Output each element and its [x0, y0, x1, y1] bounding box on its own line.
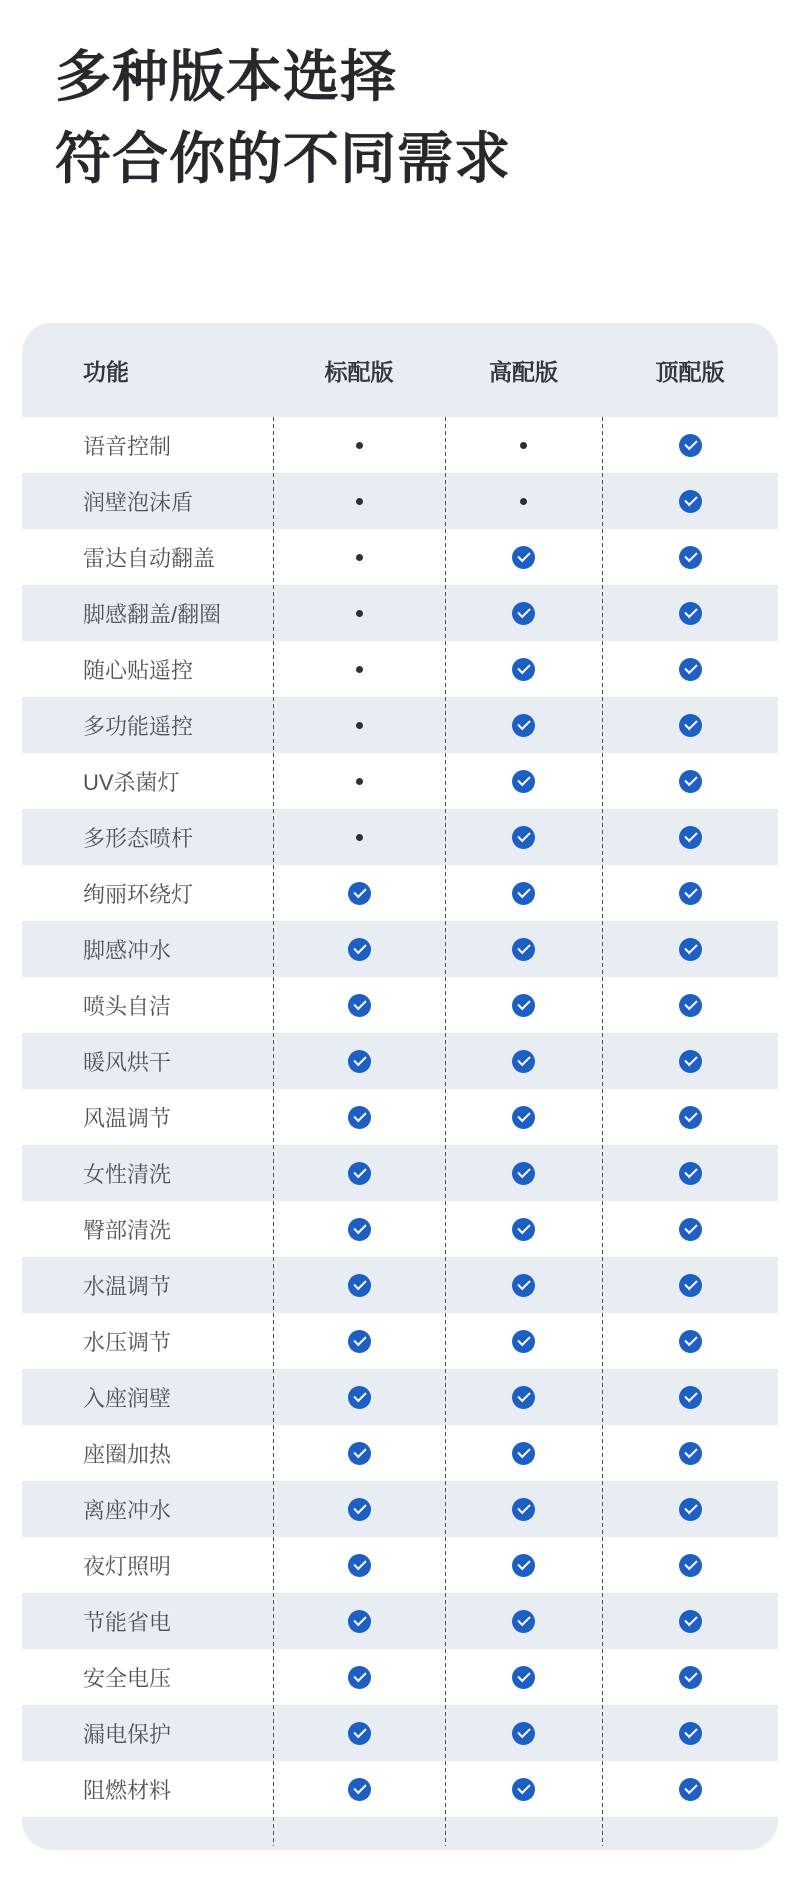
feature-label: 漏电保护 [83, 1721, 172, 1747]
check-icon [679, 658, 702, 681]
cell-top-edition [602, 490, 778, 513]
check-icon [512, 1666, 535, 1689]
check-icon [512, 546, 535, 569]
cell-high-edition [445, 658, 602, 681]
cell-top-edition [602, 602, 778, 625]
check-icon [512, 714, 535, 737]
column-header-feature: 功能 [83, 358, 129, 385]
check-icon [512, 1330, 535, 1353]
page-title-line-1: 多种版本选择 [55, 45, 397, 108]
check-icon [348, 1274, 371, 1297]
table-row [22, 1425, 778, 1481]
table-row [22, 1761, 778, 1817]
column-header-high-edition: 高配版 [489, 358, 558, 385]
feature-label: 座圈加热 [83, 1441, 172, 1467]
check-icon [679, 1778, 702, 1801]
feature-label: 随心贴遥控 [83, 657, 194, 683]
dot-icon [356, 722, 363, 729]
cell-top-edition [602, 434, 778, 457]
cell-standard-edition [273, 1442, 445, 1465]
feature-label: 节能省电 [83, 1609, 172, 1635]
cell-high-edition [445, 498, 602, 505]
feature-label: 润壁泡沫盾 [83, 489, 194, 515]
cell-standard-edition [273, 1218, 445, 1241]
cell-high-edition [445, 442, 602, 449]
cell-standard-edition [273, 442, 445, 449]
cell-top-edition [602, 1498, 778, 1521]
check-icon [679, 1386, 702, 1409]
check-icon [512, 882, 535, 905]
feature-label: 喷头自洁 [83, 993, 172, 1019]
check-icon [679, 1610, 702, 1633]
feature-label: UV杀菌灯 [83, 769, 180, 795]
check-icon [512, 602, 535, 625]
cell-standard-edition [273, 1498, 445, 1521]
check-icon [679, 770, 702, 793]
check-icon [679, 1330, 702, 1353]
cell-top-edition [602, 938, 778, 961]
check-icon [512, 1386, 535, 1409]
check-icon [512, 1722, 535, 1745]
cell-top-edition [602, 1050, 778, 1073]
cell-top-edition [602, 1554, 778, 1577]
dot-icon [356, 442, 363, 449]
check-icon [512, 1442, 535, 1465]
table-row [22, 753, 778, 809]
cell-standard-edition [273, 1554, 445, 1577]
check-icon [348, 882, 371, 905]
table-row [22, 585, 778, 641]
check-icon [512, 1498, 535, 1521]
check-icon [679, 546, 702, 569]
check-icon [679, 1274, 702, 1297]
check-icon [348, 938, 371, 961]
check-icon [679, 826, 702, 849]
check-icon [679, 1050, 702, 1073]
cell-top-edition [602, 1610, 778, 1633]
check-icon [512, 1162, 535, 1185]
cell-high-edition [445, 826, 602, 849]
cell-high-edition [445, 1778, 602, 1801]
check-icon [348, 1666, 371, 1689]
cell-standard-edition [273, 1050, 445, 1073]
table-row [22, 529, 778, 585]
feature-label: 多形态喷杆 [83, 825, 194, 851]
table-footer-strip [22, 1817, 778, 1850]
check-icon [679, 714, 702, 737]
feature-label: 臀部清洗 [83, 1217, 172, 1243]
cell-top-edition [602, 1162, 778, 1185]
cell-high-edition [445, 546, 602, 569]
table-row [22, 1313, 778, 1369]
cell-top-edition [602, 658, 778, 681]
dot-icon [356, 498, 363, 505]
cell-standard-edition [273, 778, 445, 785]
check-icon [512, 1554, 535, 1577]
check-icon [348, 1330, 371, 1353]
cell-top-edition [602, 1274, 778, 1297]
cell-top-edition [602, 1722, 778, 1745]
table-row [22, 1705, 778, 1761]
cell-high-edition [445, 1666, 602, 1689]
feature-label: 雷达自动翻盖 [83, 545, 216, 571]
check-icon [679, 602, 702, 625]
check-icon [348, 1050, 371, 1073]
feature-label: 阻燃材料 [83, 1777, 172, 1803]
cell-high-edition [445, 1610, 602, 1633]
cell-standard-edition [273, 498, 445, 505]
feature-label: 风温调节 [83, 1105, 172, 1131]
check-icon [679, 1722, 702, 1745]
cell-standard-edition [273, 722, 445, 729]
dot-icon [520, 498, 527, 505]
cell-high-edition [445, 1218, 602, 1241]
page-title [55, 36, 511, 200]
check-icon [512, 1274, 535, 1297]
column-header-standard-edition: 标配版 [324, 358, 394, 385]
column-divider-2 [445, 417, 446, 1846]
table-row [22, 417, 778, 473]
dot-icon [356, 834, 363, 841]
page-title-line-2: 符合你的不同需求 [55, 127, 511, 190]
cell-standard-edition [273, 834, 445, 841]
check-icon [679, 994, 702, 1017]
cell-top-edition [602, 1218, 778, 1241]
cell-high-edition [445, 1554, 602, 1577]
check-icon [512, 770, 535, 793]
column-divider-3 [602, 417, 603, 1846]
cell-high-edition [445, 1050, 602, 1073]
table-row [22, 641, 778, 697]
check-icon [679, 1554, 702, 1577]
table-row [22, 977, 778, 1033]
cell-standard-edition [273, 1162, 445, 1185]
cell-high-edition [445, 1162, 602, 1185]
check-icon [512, 1778, 535, 1801]
cell-standard-edition [273, 1778, 445, 1801]
check-icon [512, 658, 535, 681]
check-icon [348, 1610, 371, 1633]
cell-top-edition [602, 994, 778, 1017]
version-comparison-table [22, 323, 778, 1850]
feature-label: 脚感冲水 [83, 937, 172, 963]
cell-top-edition [602, 770, 778, 793]
dot-icon [356, 778, 363, 785]
cell-high-edition [445, 770, 602, 793]
cell-standard-edition [273, 938, 445, 961]
cell-standard-edition [273, 554, 445, 561]
feature-label: 脚感翻盖/翻圈 [83, 601, 222, 627]
table-body [22, 417, 778, 1817]
cell-top-edition [602, 714, 778, 737]
cell-standard-edition [273, 882, 445, 905]
table-row [22, 1257, 778, 1313]
check-icon [679, 1106, 702, 1129]
dot-icon [520, 442, 527, 449]
table-row [22, 1145, 778, 1201]
feature-label: 绚丽环绕灯 [83, 881, 194, 907]
check-icon [348, 1498, 371, 1521]
check-icon [679, 1162, 702, 1185]
check-icon [512, 1218, 535, 1241]
feature-label: 女性清洗 [83, 1161, 172, 1187]
feature-label: 夜灯照明 [83, 1553, 172, 1579]
table-row [22, 865, 778, 921]
cell-standard-edition [273, 1722, 445, 1745]
table-row [22, 1033, 778, 1089]
cell-standard-edition [273, 1386, 445, 1409]
cell-standard-edition [273, 1106, 445, 1129]
table-row [22, 1201, 778, 1257]
check-icon [348, 1106, 371, 1129]
cell-top-edition [602, 1386, 778, 1409]
check-icon [348, 1778, 371, 1801]
column-header-top-edition: 顶配版 [655, 358, 725, 385]
check-icon [512, 1610, 535, 1633]
check-icon [512, 826, 535, 849]
table-row [22, 697, 778, 753]
cell-standard-edition [273, 1666, 445, 1689]
cell-standard-edition [273, 666, 445, 673]
cell-top-edition [602, 546, 778, 569]
cell-top-edition [602, 1666, 778, 1689]
cell-high-edition [445, 1274, 602, 1297]
table-row [22, 473, 778, 529]
table-row [22, 1593, 778, 1649]
check-icon [679, 882, 702, 905]
check-icon [679, 1442, 702, 1465]
cell-high-edition [445, 1722, 602, 1745]
check-icon [679, 490, 702, 513]
cell-high-edition [445, 1330, 602, 1353]
check-icon [679, 434, 702, 457]
dot-icon [356, 610, 363, 617]
cell-top-edition [602, 882, 778, 905]
table-row [22, 809, 778, 865]
cell-top-edition [602, 1330, 778, 1353]
column-divider-1 [273, 417, 274, 1846]
cell-standard-edition [273, 1274, 445, 1297]
check-icon [512, 994, 535, 1017]
cell-high-edition [445, 1442, 602, 1465]
cell-high-edition [445, 1498, 602, 1521]
cell-standard-edition [273, 1330, 445, 1353]
cell-high-edition [445, 882, 602, 905]
check-icon [512, 1106, 535, 1129]
feature-label: 语音控制 [83, 433, 172, 459]
check-icon [679, 938, 702, 961]
feature-label: 水压调节 [83, 1329, 172, 1355]
cell-standard-edition [273, 1610, 445, 1633]
table-row [22, 1537, 778, 1593]
dot-icon [356, 666, 363, 673]
check-icon [679, 1666, 702, 1689]
check-icon [348, 1386, 371, 1409]
table-row [22, 921, 778, 977]
cell-high-edition [445, 602, 602, 625]
feature-label: 入座润壁 [83, 1385, 172, 1411]
cell-high-edition [445, 994, 602, 1017]
cell-top-edition [602, 1106, 778, 1129]
table-row [22, 1089, 778, 1145]
table-row [22, 1481, 778, 1537]
cell-standard-edition [273, 610, 445, 617]
table-row [22, 1369, 778, 1425]
cell-top-edition [602, 1778, 778, 1801]
check-icon [679, 1218, 702, 1241]
check-icon [348, 1162, 371, 1185]
check-icon [348, 994, 371, 1017]
check-icon [512, 1050, 535, 1073]
cell-top-edition [602, 826, 778, 849]
dot-icon [356, 554, 363, 561]
cell-standard-edition [273, 994, 445, 1017]
cell-top-edition [602, 1442, 778, 1465]
feature-label: 安全电压 [83, 1665, 172, 1691]
cell-high-edition [445, 1386, 602, 1409]
table-row [22, 1649, 778, 1705]
cell-high-edition [445, 714, 602, 737]
feature-label: 多功能遥控 [83, 713, 194, 739]
feature-label: 水温调节 [83, 1273, 172, 1299]
check-icon [348, 1442, 371, 1465]
check-icon [348, 1722, 371, 1745]
check-icon [512, 938, 535, 961]
check-icon [679, 1498, 702, 1521]
table-header-row [22, 323, 778, 417]
cell-high-edition [445, 1106, 602, 1129]
feature-label: 离座冲水 [83, 1497, 172, 1523]
check-icon [348, 1218, 371, 1241]
feature-label: 暖风烘干 [83, 1049, 172, 1075]
cell-high-edition [445, 938, 602, 961]
check-icon [348, 1554, 371, 1577]
